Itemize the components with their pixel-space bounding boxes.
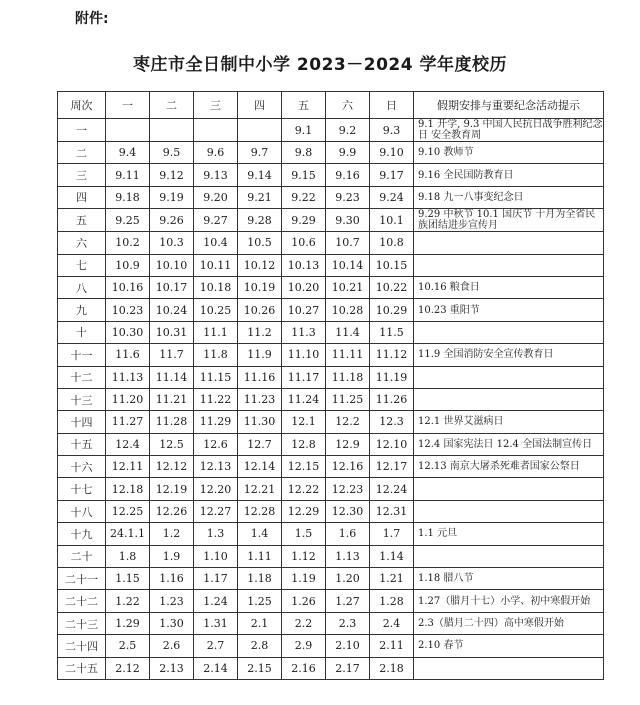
date-cell: 2.17 [326, 657, 370, 679]
date-cell: 11.11 [326, 344, 370, 366]
date-cell: 12.30 [326, 500, 370, 522]
week-cell: 二十二 [58, 590, 106, 612]
date-cell: 1.17 [194, 568, 238, 590]
date-cell [238, 119, 282, 142]
date-cell: 10.20 [282, 276, 326, 298]
date-cell: 9.2 [326, 119, 370, 142]
week-cell: 十三 [58, 388, 106, 410]
table-row [58, 411, 604, 433]
date-cell: 9.21 [238, 186, 282, 208]
date-cell: 12.19 [150, 478, 194, 500]
note-cell: 10.23 重阳节 [414, 299, 604, 321]
week-cell: 六 [58, 232, 106, 254]
date-cell [194, 119, 238, 142]
date-cell: 11.14 [150, 366, 194, 388]
week-cell: 二 [58, 142, 106, 164]
note-cell [414, 366, 604, 388]
note-cell: 12.4 国家宪法日 12.4 全国法制宣传日 [414, 433, 604, 455]
table-row [58, 164, 604, 186]
table-row [58, 366, 604, 388]
table-row [58, 568, 604, 590]
date-cell: 12.1 [282, 411, 326, 433]
date-cell: 1.8 [106, 545, 150, 567]
week-cell: 四 [58, 186, 106, 208]
date-cell: 11.23 [238, 388, 282, 410]
date-cell: 9.8 [282, 142, 326, 164]
date-cell: 12.13 [194, 456, 238, 478]
date-cell: 11.7 [150, 344, 194, 366]
note-cell: 10.16 粮食日 [414, 276, 604, 298]
week-cell: 十七 [58, 478, 106, 500]
date-cell: 10.31 [150, 321, 194, 343]
date-cell: 12.20 [194, 478, 238, 500]
date-cell: 12.27 [194, 500, 238, 522]
date-cell: 1.10 [194, 545, 238, 567]
date-cell: 11.13 [106, 366, 150, 388]
date-cell: 12.10 [370, 433, 414, 455]
table-row [58, 456, 604, 478]
header-mon: 一 [106, 92, 150, 119]
date-cell: 1.2 [150, 523, 194, 545]
date-cell: 9.23 [326, 186, 370, 208]
date-cell [106, 119, 150, 142]
date-cell: 11.20 [106, 388, 150, 410]
date-cell: 12.8 [282, 433, 326, 455]
table-row [58, 657, 604, 679]
note-cell: 9.10 教师节 [414, 142, 604, 164]
header-sat: 六 [326, 92, 370, 119]
date-cell: 12.29 [282, 500, 326, 522]
date-cell: 10.15 [370, 254, 414, 276]
date-cell: 2.16 [282, 657, 326, 679]
date-cell: 9.22 [282, 186, 326, 208]
date-cell: 12.31 [370, 500, 414, 522]
date-cell: 1.26 [282, 590, 326, 612]
date-cell: 2.13 [150, 657, 194, 679]
date-cell: 11.15 [194, 366, 238, 388]
table-row [58, 388, 604, 410]
note-cell: 1.1 元旦 [414, 523, 604, 545]
week-cell: 十一 [58, 344, 106, 366]
date-cell: 1.24 [194, 590, 238, 612]
week-cell: 三 [58, 164, 106, 186]
date-cell: 2.3 [326, 612, 370, 634]
date-cell: 10.11 [194, 254, 238, 276]
date-cell: 12.2 [326, 411, 370, 433]
date-cell: 11.4 [326, 321, 370, 343]
date-cell: 9.13 [194, 164, 238, 186]
table-row [58, 209, 604, 232]
note-cell [414, 321, 604, 343]
week-cell: 二十四 [58, 635, 106, 657]
date-cell: 1.23 [150, 590, 194, 612]
date-cell: 2.14 [194, 657, 238, 679]
date-cell: 11.3 [282, 321, 326, 343]
date-cell: 10.21 [326, 276, 370, 298]
week-cell: 二十 [58, 545, 106, 567]
date-cell: 9.14 [238, 164, 282, 186]
week-cell: 十 [58, 321, 106, 343]
date-cell: 2.12 [106, 657, 150, 679]
note-cell: 2.3（腊月二十四）高中寒假开始 [414, 612, 604, 634]
table-row [58, 344, 604, 366]
date-cell: 10.27 [282, 299, 326, 321]
date-cell: 9.3 [370, 119, 414, 142]
date-cell: 12.12 [150, 456, 194, 478]
date-cell: 12.9 [326, 433, 370, 455]
date-cell: 11.2 [238, 321, 282, 343]
date-cell: 1.31 [194, 612, 238, 634]
date-cell: 2.4 [370, 612, 414, 634]
date-cell: 2.6 [150, 635, 194, 657]
week-cell: 十六 [58, 456, 106, 478]
table-header-row [58, 92, 604, 119]
table-row [58, 232, 604, 254]
date-cell: 10.10 [150, 254, 194, 276]
date-cell: 11.1 [194, 321, 238, 343]
date-cell [150, 119, 194, 142]
date-cell: 12.6 [194, 433, 238, 455]
week-cell: 七 [58, 254, 106, 276]
table-row [58, 119, 604, 142]
date-cell: 12.11 [106, 456, 150, 478]
date-cell: 11.24 [282, 388, 326, 410]
date-cell: 10.29 [370, 299, 414, 321]
header-wed: 三 [194, 92, 238, 119]
date-cell: 12.26 [150, 500, 194, 522]
date-cell: 12.17 [370, 456, 414, 478]
note-cell: 11.9 全国消防安全宣传教育日 [414, 344, 604, 366]
week-cell: 二十三 [58, 612, 106, 634]
date-cell: 11.19 [370, 366, 414, 388]
note-cell [414, 500, 604, 522]
date-cell: 12.25 [106, 500, 150, 522]
date-cell: 1.18 [238, 568, 282, 590]
date-cell: 12.16 [326, 456, 370, 478]
attachment-label: 附件: [75, 11, 109, 27]
note-cell: 1.27（腊月十七）小学、初中寒假开始 [414, 590, 604, 612]
note-cell: 9.16 全民国防教育日 [414, 164, 604, 186]
week-cell: 九 [58, 299, 106, 321]
date-cell: 10.22 [370, 276, 414, 298]
table-row [58, 590, 604, 612]
note-cell: 12.1 世界艾滋病日 [414, 411, 604, 433]
date-cell: 9.25 [106, 209, 150, 232]
date-cell: 2.9 [282, 635, 326, 657]
note-cell: 12.13 南京大屠杀死难者国家公祭日 [414, 456, 604, 478]
date-cell: 9.9 [326, 142, 370, 164]
date-cell: 1.7 [370, 523, 414, 545]
date-cell: 1.22 [106, 590, 150, 612]
date-cell: 11.6 [106, 344, 150, 366]
date-cell: 10.12 [238, 254, 282, 276]
date-cell: 11.10 [282, 344, 326, 366]
table-row [58, 321, 604, 343]
date-cell: 12.21 [238, 478, 282, 500]
note-cell [414, 657, 604, 679]
date-cell: 10.16 [106, 276, 150, 298]
date-cell: 12.5 [150, 433, 194, 455]
date-cell: 11.12 [370, 344, 414, 366]
date-cell: 1.25 [238, 590, 282, 612]
date-cell: 11.16 [238, 366, 282, 388]
date-cell: 12.28 [238, 500, 282, 522]
date-cell: 11.27 [106, 411, 150, 433]
date-cell: 9.7 [238, 142, 282, 164]
date-cell: 9.29 [282, 209, 326, 232]
week-cell: 十八 [58, 500, 106, 522]
date-cell: 10.18 [194, 276, 238, 298]
header-sun: 日 [370, 92, 414, 119]
week-cell: 二十一 [58, 568, 106, 590]
date-cell: 1.4 [238, 523, 282, 545]
header-fri: 五 [282, 92, 326, 119]
week-cell: 二十五 [58, 657, 106, 679]
note-cell: 9.29 中秋节 10.1 国庆节 十月为全省民族团结进步宣传月 [414, 209, 604, 232]
week-cell: 五 [58, 209, 106, 232]
date-cell: 10.3 [150, 232, 194, 254]
date-cell: 24.1.1 [106, 523, 150, 545]
date-cell: 1.30 [150, 612, 194, 634]
date-cell: 1.27 [326, 590, 370, 612]
date-cell: 9.1 [282, 119, 326, 142]
week-cell: 十二 [58, 366, 106, 388]
week-cell: 十五 [58, 433, 106, 455]
date-cell: 1.29 [106, 612, 150, 634]
date-cell: 1.5 [282, 523, 326, 545]
date-cell: 11.9 [238, 344, 282, 366]
date-cell: 9.11 [106, 164, 150, 186]
header-week: 周次 [58, 92, 106, 119]
date-cell: 9.17 [370, 164, 414, 186]
date-cell: 11.25 [326, 388, 370, 410]
date-cell: 9.20 [194, 186, 238, 208]
date-cell: 2.1 [238, 612, 282, 634]
table-row [58, 433, 604, 455]
table-row [58, 254, 604, 276]
date-cell: 2.11 [370, 635, 414, 657]
date-cell: 10.8 [370, 232, 414, 254]
table-row [58, 478, 604, 500]
date-cell: 9.30 [326, 209, 370, 232]
date-cell: 1.28 [370, 590, 414, 612]
table-row [58, 523, 604, 545]
page-title: 枣庄市全日制中小学 2023－2024 学年度校历 [133, 55, 507, 75]
date-cell: 9.27 [194, 209, 238, 232]
date-cell: 9.10 [370, 142, 414, 164]
date-cell: 12.7 [238, 433, 282, 455]
table-row [58, 276, 604, 298]
note-cell: 9.18 九一八事变纪念日 [414, 186, 604, 208]
date-cell: 1.3 [194, 523, 238, 545]
date-cell: 10.5 [238, 232, 282, 254]
date-cell: 10.4 [194, 232, 238, 254]
date-cell: 1.13 [326, 545, 370, 567]
date-cell: 9.12 [150, 164, 194, 186]
date-cell: 1.6 [326, 523, 370, 545]
date-cell: 9.4 [106, 142, 150, 164]
date-cell: 10.1 [370, 209, 414, 232]
date-cell: 1.19 [282, 568, 326, 590]
date-cell: 9.24 [370, 186, 414, 208]
date-cell: 10.26 [238, 299, 282, 321]
date-cell: 11.29 [194, 411, 238, 433]
date-cell: 10.7 [326, 232, 370, 254]
date-cell: 12.14 [238, 456, 282, 478]
date-cell: 10.17 [150, 276, 194, 298]
header-tue: 二 [150, 92, 194, 119]
table-row [58, 635, 604, 657]
date-cell: 2.15 [238, 657, 282, 679]
date-cell: 12.24 [370, 478, 414, 500]
note-cell [414, 545, 604, 567]
date-cell: 12.3 [370, 411, 414, 433]
date-cell: 10.24 [150, 299, 194, 321]
week-cell: 十九 [58, 523, 106, 545]
date-cell: 11.5 [370, 321, 414, 343]
date-cell: 12.4 [106, 433, 150, 455]
date-cell: 10.14 [326, 254, 370, 276]
note-cell [414, 478, 604, 500]
date-cell: 9.26 [150, 209, 194, 232]
note-cell: 1.18 腊八节 [414, 568, 604, 590]
date-cell: 10.23 [106, 299, 150, 321]
week-cell: 一 [58, 119, 106, 142]
date-cell: 9.16 [326, 164, 370, 186]
date-cell: 1.15 [106, 568, 150, 590]
note-cell [414, 254, 604, 276]
note-cell: 9.1 开学, 9.3 中国人民抗日战争胜利纪念日 安全教育周 [414, 119, 604, 142]
date-cell: 9.6 [194, 142, 238, 164]
date-cell: 11.28 [150, 411, 194, 433]
date-cell: 1.12 [282, 545, 326, 567]
date-cell: 11.21 [150, 388, 194, 410]
date-cell: 9.5 [150, 142, 194, 164]
date-cell: 2.10 [326, 635, 370, 657]
date-cell: 12.18 [106, 478, 150, 500]
date-cell: 1.11 [238, 545, 282, 567]
date-cell: 10.25 [194, 299, 238, 321]
week-cell: 八 [58, 276, 106, 298]
date-cell: 11.17 [282, 366, 326, 388]
date-cell: 1.16 [150, 568, 194, 590]
date-cell: 10.30 [106, 321, 150, 343]
table-row [58, 545, 604, 567]
date-cell: 1.14 [370, 545, 414, 567]
header-thu: 四 [238, 92, 282, 119]
date-cell: 2.18 [370, 657, 414, 679]
table-row [58, 186, 604, 208]
date-cell: 11.30 [238, 411, 282, 433]
table-row [58, 142, 604, 164]
date-cell: 9.19 [150, 186, 194, 208]
note-cell [414, 232, 604, 254]
date-cell: 12.22 [282, 478, 326, 500]
date-cell: 9.28 [238, 209, 282, 232]
date-cell: 9.15 [282, 164, 326, 186]
date-cell: 11.8 [194, 344, 238, 366]
week-cell: 十四 [58, 411, 106, 433]
date-cell: 10.9 [106, 254, 150, 276]
date-cell: 10.28 [326, 299, 370, 321]
school-calendar-table [57, 91, 604, 680]
table-row [58, 299, 604, 321]
date-cell: 10.6 [282, 232, 326, 254]
note-cell: 2.10 春节 [414, 635, 604, 657]
note-cell [414, 388, 604, 410]
date-cell: 1.9 [150, 545, 194, 567]
table-row [58, 612, 604, 634]
date-cell: 1.21 [370, 568, 414, 590]
date-cell: 9.18 [106, 186, 150, 208]
date-cell: 2.8 [238, 635, 282, 657]
date-cell: 12.15 [282, 456, 326, 478]
date-cell: 11.18 [326, 366, 370, 388]
date-cell: 2.2 [282, 612, 326, 634]
date-cell: 11.26 [370, 388, 414, 410]
table-row [58, 500, 604, 522]
header-notes: 假期安排与重要纪念活动提示 [414, 92, 604, 119]
date-cell: 1.20 [326, 568, 370, 590]
date-cell: 10.13 [282, 254, 326, 276]
date-cell: 2.5 [106, 635, 150, 657]
date-cell: 11.22 [194, 388, 238, 410]
date-cell: 10.2 [106, 232, 150, 254]
date-cell: 2.7 [194, 635, 238, 657]
date-cell: 10.19 [238, 276, 282, 298]
date-cell: 12.23 [326, 478, 370, 500]
